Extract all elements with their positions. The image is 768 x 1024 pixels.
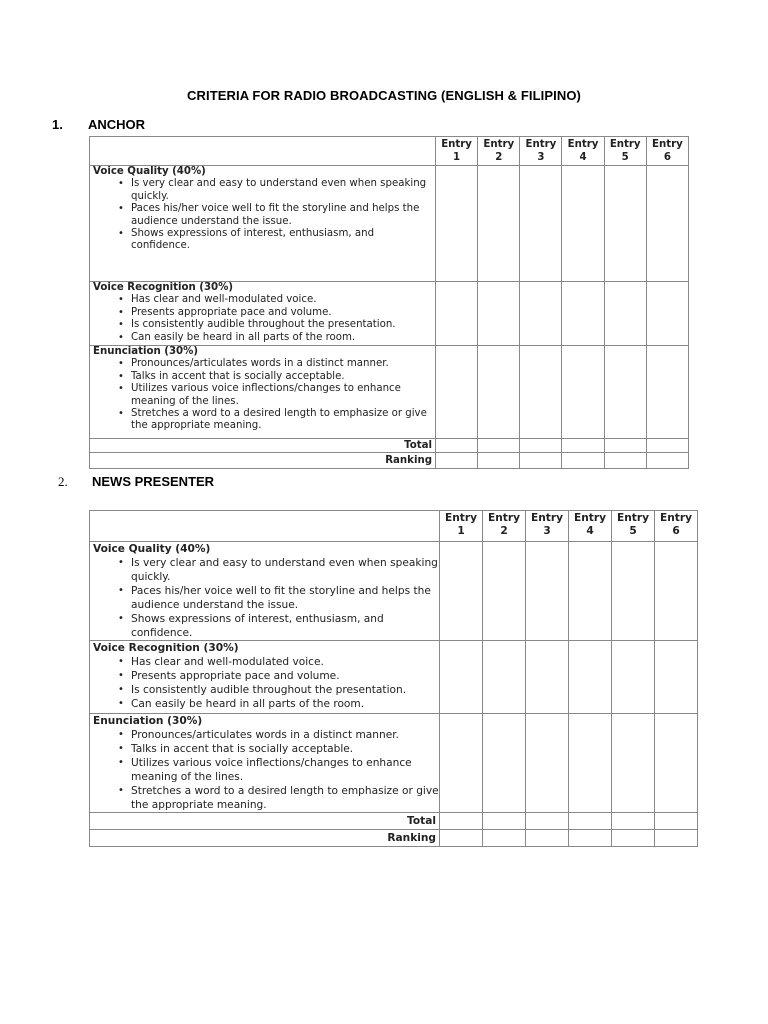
score-cell[interactable]: [569, 542, 612, 641]
criterion-title: Voice Quality (40%): [93, 166, 206, 177]
score-cell[interactable]: [520, 166, 562, 282]
score-cell[interactable]: [604, 346, 646, 439]
score-cell[interactable]: [646, 346, 688, 439]
total-cell[interactable]: [440, 813, 483, 830]
criterion-item: • Shows expressions of interest, enthusiasm, and confidence.: [131, 228, 435, 253]
entry-header: Entry 6: [655, 511, 698, 542]
criterion-cell: [90, 714, 440, 813]
entry-header: Entry 1: [440, 511, 483, 542]
ranking-row: [90, 453, 689, 469]
total-row: [90, 813, 698, 830]
score-cell[interactable]: [655, 714, 698, 813]
criterion-row-enunciation: [90, 346, 689, 439]
total-cell[interactable]: [478, 439, 520, 453]
entry-header: Entry 3: [526, 511, 569, 542]
score-cell[interactable]: [483, 542, 526, 641]
criterion-title: Voice Recognition (30%): [93, 282, 233, 293]
criterion-item: • Is very clear and easy to understand even when speaking quickly.: [131, 178, 435, 203]
criterion-cell: [90, 282, 436, 346]
score-cell[interactable]: [436, 282, 478, 346]
criterion-items: [93, 655, 439, 711]
ranking-cell[interactable]: [562, 453, 604, 469]
score-cell[interactable]: [562, 282, 604, 346]
ranking-cell[interactable]: [526, 830, 569, 847]
criterion-item: • Paces his/her voice well to fit the storyline and helps the audience understand the issue.: [131, 203, 435, 228]
total-cell[interactable]: [569, 813, 612, 830]
criterion-title: Enunciation (30%): [93, 715, 203, 727]
criterion-item: • Shows expressions of interest, enthusiasm, and confidence.: [131, 612, 439, 640]
score-cell[interactable]: [478, 346, 520, 439]
total-label: Total: [90, 439, 436, 453]
criterion-title: Enunciation (30%): [93, 346, 198, 357]
criterion-item: • Paces his/her voice well to fit the storyline and helps the audience understand the issue.: [131, 584, 439, 612]
score-cell[interactable]: [655, 641, 698, 714]
criterion-cell: [90, 542, 440, 641]
ranking-cell[interactable]: [440, 830, 483, 847]
criterion-row-voice-recognition: [90, 641, 698, 714]
entry-header: Entry 4: [569, 511, 612, 542]
criterion-title: Voice Quality (40%): [93, 543, 211, 555]
total-label: Total: [90, 813, 440, 830]
ranking-label: Ranking: [90, 830, 440, 847]
criterion-item: • Has clear and well-modulated voice.: [131, 294, 435, 306]
ranking-cell[interactable]: [569, 830, 612, 847]
section-title: NEWS PRESENTER: [92, 474, 215, 489]
score-cell[interactable]: [569, 714, 612, 813]
score-cell[interactable]: [526, 542, 569, 641]
score-cell[interactable]: [483, 641, 526, 714]
criterion-item: • Presents appropriate pace and volume.: [131, 307, 435, 319]
ranking-cell[interactable]: [478, 453, 520, 469]
criteria-header-cell: [90, 511, 440, 542]
score-cell[interactable]: [436, 346, 478, 439]
score-cell[interactable]: [612, 714, 655, 813]
criterion-item: • Stretches a word to a desired length to emphasize or give the appropriate meaning.: [131, 784, 439, 812]
ranking-label: Ranking: [90, 453, 436, 469]
score-cell[interactable]: [562, 166, 604, 282]
entry-header: Entry 5: [612, 511, 655, 542]
score-cell[interactable]: [520, 282, 562, 346]
document-title: CRITERIA FOR RADIO BROADCASTING (ENGLISH & FILIPINO): [187, 88, 581, 103]
ranking-cell[interactable]: [646, 453, 688, 469]
criterion-items: [93, 358, 435, 432]
section-title: ANCHOR: [88, 117, 146, 132]
criterion-item: • Pronounces/articulates words in a distinct manner.: [131, 358, 435, 370]
criterion-row-voice-recognition: [90, 282, 689, 346]
ranking-cell[interactable]: [436, 453, 478, 469]
ranking-cell[interactable]: [655, 830, 698, 847]
total-cell[interactable]: [612, 813, 655, 830]
score-cell[interactable]: [436, 166, 478, 282]
score-cell[interactable]: [655, 542, 698, 641]
criterion-item: • Pronounces/articulates words in a distinct manner.: [131, 728, 439, 742]
total-cell[interactable]: [604, 439, 646, 453]
criterion-items: [93, 294, 435, 344]
criterion-item: • Is consistently audible throughout the presentation.: [131, 319, 435, 331]
entry-header: Entry 5: [604, 137, 646, 166]
total-cell[interactable]: [520, 439, 562, 453]
criterion-item: • Talks in accent that is socially acceptable.: [131, 371, 435, 383]
section-number: 2.: [58, 474, 68, 489]
criterion-row-voice-quality: [90, 542, 698, 641]
criterion-items: [93, 728, 439, 812]
total-row: [90, 439, 689, 453]
total-cell[interactable]: [483, 813, 526, 830]
criterion-title: Voice Recognition (30%): [93, 642, 239, 654]
criterion-cell: [90, 641, 440, 714]
score-cell[interactable]: [646, 166, 688, 282]
total-cell[interactable]: [655, 813, 698, 830]
score-cell[interactable]: [612, 542, 655, 641]
section-heading-anchor: [52, 117, 145, 132]
criterion-item: • Can easily be heard in all parts of the room.: [131, 697, 439, 711]
score-cell[interactable]: [478, 166, 520, 282]
ranking-cell[interactable]: [604, 453, 646, 469]
entry-header: Entry 2: [483, 511, 526, 542]
criterion-item: • Is very clear and easy to understand even when speaking quickly.: [131, 556, 439, 584]
criterion-item: • Stretches a word to a desired length to emphasize or give the appropriate meaning.: [131, 408, 435, 433]
score-cell[interactable]: [612, 641, 655, 714]
criterion-items: [93, 556, 439, 640]
entry-header: Entry 2: [478, 137, 520, 166]
ranking-cell[interactable]: [483, 830, 526, 847]
score-cell[interactable]: [520, 346, 562, 439]
total-cell[interactable]: [436, 439, 478, 453]
table-header-row: [90, 137, 689, 166]
score-cell[interactable]: [526, 641, 569, 714]
criterion-item: • Talks in accent that is socially acceptable.: [131, 742, 439, 756]
anchor-rubric-table: [89, 136, 689, 469]
entry-header: Entry 3: [520, 137, 562, 166]
section-number: 1.: [52, 117, 63, 132]
score-cell[interactable]: [440, 542, 483, 641]
criterion-cell: [90, 166, 436, 282]
criterion-items: [93, 178, 435, 252]
score-cell[interactable]: [604, 282, 646, 346]
criterion-row-voice-quality: [90, 166, 689, 282]
criterion-item: • Is consistently audible throughout the presentation.: [131, 683, 439, 697]
criterion-item: • Presents appropriate pace and volume.: [131, 669, 439, 683]
total-cell[interactable]: [526, 813, 569, 830]
table-header-row: [90, 511, 698, 542]
total-cell[interactable]: [562, 439, 604, 453]
news-presenter-rubric-table: [89, 510, 698, 847]
criterion-item: • Utilizes various voice inflections/changes to enhance meaning of the lines.: [131, 756, 439, 784]
total-cell[interactable]: [646, 439, 688, 453]
score-cell[interactable]: [646, 282, 688, 346]
score-cell[interactable]: [569, 641, 612, 714]
criterion-cell: [90, 346, 436, 439]
score-cell[interactable]: [478, 282, 520, 346]
entry-header: Entry 6: [646, 137, 688, 166]
score-cell[interactable]: [526, 714, 569, 813]
entry-header: Entry 4: [562, 137, 604, 166]
score-cell[interactable]: [604, 166, 646, 282]
score-cell[interactable]: [562, 346, 604, 439]
score-cell[interactable]: [440, 641, 483, 714]
ranking-cell[interactable]: [612, 830, 655, 847]
score-cell[interactable]: [440, 714, 483, 813]
criterion-item: • Utilizes various voice inflections/changes to enhance meaning of the lines.: [131, 383, 435, 408]
criterion-row-enunciation: [90, 714, 698, 813]
ranking-row: [90, 830, 698, 847]
criteria-header-cell: [90, 137, 436, 166]
score-cell[interactable]: [483, 714, 526, 813]
ranking-cell[interactable]: [520, 453, 562, 469]
section-heading-news-presenter: [58, 474, 214, 490]
entry-header: Entry 1: [436, 137, 478, 166]
criterion-item: • Can easily be heard in all parts of the room.: [131, 332, 435, 344]
criterion-item: • Has clear and well-modulated voice.: [131, 655, 439, 669]
